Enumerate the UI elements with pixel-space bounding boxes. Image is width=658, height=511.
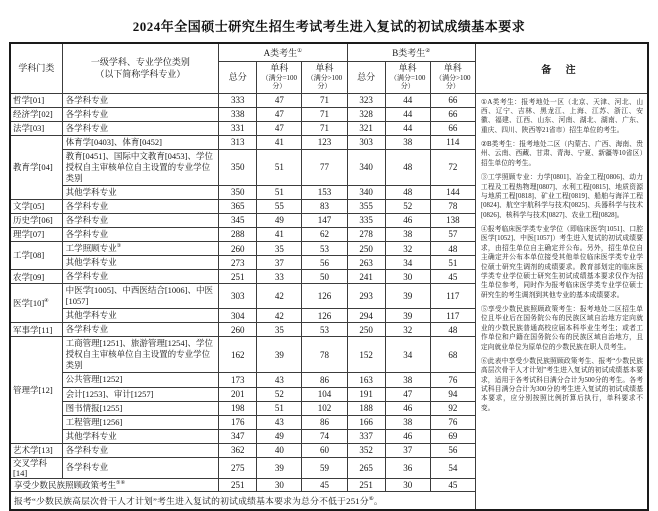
remark-paragraph: ⑥此表中享受少数民族照顾政策考生、报考“少数民族高层次骨干人才计划”考生进入复试的初试成绩基本要求，适用于各考试科目满分合计为500分的考生。各考试科目满分合计为300分的考生进入复试的初试成绩基本要求，应分别按照比例折算后执行，单科要求不变。	[480, 357, 643, 412]
score-table	[9, 42, 649, 511]
score-cell: 321	[347, 121, 385, 135]
score-cell: 46	[385, 213, 430, 227]
score-cell: 45	[430, 479, 475, 492]
score-cell: 56	[430, 443, 475, 457]
score-cell: 92	[430, 401, 475, 415]
score-cell: 333	[219, 93, 257, 107]
category-cell: 法学[03]	[10, 121, 62, 135]
remark-paragraph: ②B类考生：报考地处二区（内蒙古、广西、海南、贵州、云南、西藏、甘肃、青海、宁夏、新疆等10省区）招生单位的考生。	[480, 141, 643, 167]
score-cell: 94	[430, 387, 475, 401]
score-cell: 331	[219, 121, 257, 135]
score-cell: 71	[302, 121, 347, 135]
score-cell: 260	[219, 242, 257, 256]
single-gt100-paren: （满分>100分）	[435, 74, 471, 91]
header-discipline-line1: 一级学科、专业学位类别	[90, 56, 190, 67]
category-cell: 农学[09]	[10, 270, 62, 284]
score-cell: 117	[430, 309, 475, 323]
score-cell: 30	[385, 270, 430, 284]
single-label: 单科	[270, 63, 289, 74]
major-cell: 各学科专业	[62, 121, 218, 135]
score-cell: 78	[430, 199, 475, 213]
header-b-single-gt100	[430, 61, 475, 93]
score-cell: 265	[347, 457, 385, 478]
score-cell: 340	[347, 185, 385, 199]
category-cell: 管理学[12]	[10, 337, 62, 443]
score-cell: 251	[219, 270, 257, 284]
score-cell: 153	[302, 185, 347, 199]
score-cell: 138	[430, 213, 475, 227]
header-row-1	[10, 43, 648, 61]
score-cell: 59	[302, 457, 347, 478]
score-cell: 39	[385, 284, 430, 309]
score-cell: 273	[219, 256, 257, 270]
category-cell: 理学[07]	[10, 227, 62, 241]
score-cell: 71	[302, 107, 347, 121]
score-cell: 38	[385, 373, 430, 387]
score-cell: 117	[430, 284, 475, 309]
score-cell: 49	[257, 429, 302, 443]
score-cell: 191	[347, 387, 385, 401]
score-cell: 38	[385, 227, 430, 241]
remark-paragraph: ④报考临床医学类专业学位（即临床医学[1051]、口腔医学[1052]、中医[1057]）考生进入复试的初试成绩要求，由招生单位自主确定并公布。另外，招生单位自主确定并公布本单位接受其他单位临床医学类专业学位硕士研究生调剂的成绩要求。教育部划定的临床医学类专业学位硕士研究生初试成绩基本要求仅作为招生单位参考，同时作为报考临床医学类专业学位硕士研究生的考生调剂到其他专业的基本成绩要求。	[480, 226, 643, 299]
header-discipline-line2: （以下简称学科专业）	[95, 69, 186, 80]
single-gt100-paren: （满分>100分）	[306, 74, 343, 91]
score-cell: 201	[219, 387, 257, 401]
header-a-single-gt100	[302, 61, 347, 93]
note-ref: ⑤⑥	[116, 480, 126, 487]
score-cell: 74	[302, 429, 347, 443]
score-cell: 77	[302, 149, 347, 185]
category-cell: 艺术学[13]	[10, 443, 62, 457]
group-b-label: B类考生	[392, 47, 426, 58]
header-a-total: 总分	[219, 61, 257, 93]
score-cell: 38	[385, 415, 430, 429]
header-discipline	[62, 43, 218, 93]
score-cell: 53	[302, 242, 347, 256]
major-cell: 体育学[0403]、体育[0452]	[62, 135, 218, 149]
score-cell: 86	[302, 415, 347, 429]
table-body	[10, 93, 648, 510]
score-cell: 50	[302, 270, 347, 284]
category-cell: 文学[05]	[10, 199, 62, 213]
score-cell: 34	[385, 256, 430, 270]
remark-paragraph: ⑤享受少数民族照顾政策考生：报考地处二区招生单位且毕业后在国务院公布的民族区域自治地方定向就业的少数民族普通高校应届本科毕业生考生；或者工作单位和户籍在国务院公布的民族区域自治地方，且定向就业单位为原单位的少数民族在职人员考生。	[480, 306, 643, 351]
remark-paragraph: ①A类考生：报考地处一区（北京、天津、河北、山西、辽宁、吉林、黑龙江、上海、江苏、浙江、安徽、福建、江西、山东、河南、湖北、湖南、广东、重庆、四川、陕西等21省市）招生单位的考生。	[480, 98, 643, 134]
score-cell: 41	[257, 227, 302, 241]
score-cell: 39	[257, 457, 302, 478]
score-cell: 323	[347, 93, 385, 107]
score-cell: 53	[302, 323, 347, 337]
score-cell: 44	[385, 121, 430, 135]
single-label: 单科	[443, 63, 462, 74]
score-cell: 126	[302, 284, 347, 309]
score-cell: 347	[219, 429, 257, 443]
score-cell: 43	[257, 373, 302, 387]
score-cell: 86	[302, 373, 347, 387]
score-cell: 37	[385, 443, 430, 457]
score-cell: 41	[257, 135, 302, 149]
score-cell: 47	[257, 93, 302, 107]
score-cell: 46	[385, 429, 430, 443]
score-cell: 32	[385, 242, 430, 256]
single-label: 单科	[398, 63, 417, 74]
score-cell: 51	[257, 149, 302, 185]
score-cell: 44	[385, 93, 430, 107]
score-cell: 40	[257, 443, 302, 457]
score-cell: 51	[430, 256, 475, 270]
score-cell: 293	[347, 284, 385, 309]
score-cell: 76	[430, 415, 475, 429]
score-cell: 263	[347, 256, 385, 270]
score-cell: 48	[385, 149, 430, 185]
score-cell: 51	[257, 401, 302, 415]
score-cell: 251	[347, 479, 385, 492]
score-cell: 173	[219, 373, 257, 387]
score-cell: 188	[347, 401, 385, 415]
major-cell: 其他学科专业	[62, 256, 218, 270]
major-cell: 其他学科专业	[62, 185, 218, 199]
score-cell: 47	[385, 387, 430, 401]
score-cell: 56	[302, 256, 347, 270]
header-group-a	[219, 43, 347, 61]
score-cell: 303	[219, 284, 257, 309]
major-cell: 公共管理[1252]	[62, 373, 218, 387]
table-row	[10, 93, 648, 107]
score-cell: 147	[302, 213, 347, 227]
major-cell: 工学照顾专业③	[62, 242, 218, 256]
score-cell: 43	[257, 415, 302, 429]
score-cell: 45	[302, 479, 347, 492]
score-cell: 60	[302, 443, 347, 457]
score-cell: 47	[257, 107, 302, 121]
major-cell: 图书情报[1255]	[62, 401, 218, 415]
score-cell: 34	[385, 337, 430, 373]
score-cell: 49	[257, 213, 302, 227]
major-cell: 会计[1253]、审计[1257]	[62, 387, 218, 401]
score-cell: 35	[257, 323, 302, 337]
score-cell: 198	[219, 401, 257, 415]
note-ref: ③	[116, 243, 122, 250]
header-b-single-100	[385, 61, 430, 93]
category-cell: 经济学[02]	[10, 107, 62, 121]
score-cell: 152	[347, 337, 385, 373]
category-cell: 交叉学科[14]	[10, 457, 62, 478]
footer-note: 报考“少数民族高层次骨干人才计划”考生进入复试的初试成绩基本要求为总分不低于251分⑥。	[10, 492, 475, 511]
major-cell: 各学科专业	[62, 457, 218, 478]
single-100-paren: （满分=100分）	[389, 74, 426, 91]
score-cell: 35	[257, 242, 302, 256]
score-cell: 166	[347, 415, 385, 429]
note-ref: ④	[44, 298, 49, 305]
minority-policy-label: 享受少数民族照顾政策考生⑤⑥	[10, 479, 219, 492]
header-remarks: 备 注	[475, 43, 648, 93]
score-cell: 365	[219, 199, 257, 213]
score-cell: 33	[257, 270, 302, 284]
score-cell: 72	[430, 149, 475, 185]
score-cell: 352	[347, 443, 385, 457]
score-cell: 62	[302, 227, 347, 241]
score-cell: 83	[302, 199, 347, 213]
single-100-paren: （满分=100分）	[261, 74, 298, 91]
score-cell: 78	[302, 337, 347, 373]
category-cell: 历史学[06]	[10, 213, 62, 227]
score-cell: 39	[385, 309, 430, 323]
category-cell: 军事学[11]	[10, 323, 62, 337]
score-cell: 55	[257, 199, 302, 213]
score-cell: 36	[385, 457, 430, 478]
score-cell: 176	[219, 415, 257, 429]
score-cell: 48	[385, 185, 430, 199]
category-cell: 工学[08]	[10, 242, 62, 270]
score-cell: 69	[430, 429, 475, 443]
header-a-single-100	[257, 61, 302, 93]
score-cell: 278	[347, 227, 385, 241]
score-cell: 44	[385, 107, 430, 121]
score-cell: 260	[219, 323, 257, 337]
single-label: 单科	[315, 63, 334, 74]
score-cell: 39	[257, 337, 302, 373]
score-cell: 30	[257, 479, 302, 492]
score-cell: 313	[219, 135, 257, 149]
score-cell: 48	[430, 323, 475, 337]
major-cell: 其他学科专业	[62, 429, 218, 443]
category-cell: 医学[10]④	[10, 284, 62, 323]
page-title: 2024年全国硕士研究生招生考试考生进入复试的初试成绩基本要求	[132, 19, 526, 34]
score-cell: 66	[430, 107, 475, 121]
score-cell: 350	[219, 149, 257, 185]
note-ref: ⑥	[368, 496, 374, 503]
score-cell: 48	[430, 242, 475, 256]
score-cell: 355	[347, 199, 385, 213]
score-cell: 162	[219, 337, 257, 373]
category-cell: 哲学[01]	[10, 93, 62, 107]
score-cell: 57	[430, 227, 475, 241]
score-cell: 66	[430, 93, 475, 107]
score-cell: 335	[347, 213, 385, 227]
score-cell: 102	[302, 401, 347, 415]
major-cell: 各学科专业	[62, 443, 218, 457]
major-cell: 中医学[1005]、中西医结合[1006]、中医[1057]	[62, 284, 218, 309]
group-a-label: A类考生	[263, 47, 298, 58]
score-cell: 250	[347, 242, 385, 256]
score-cell: 66	[430, 121, 475, 135]
score-cell: 144	[430, 185, 475, 199]
major-cell: 各学科专业	[62, 93, 218, 107]
score-cell: 126	[302, 309, 347, 323]
table-header	[10, 43, 648, 93]
score-cell: 350	[219, 185, 257, 199]
score-cell: 123	[302, 135, 347, 149]
header-b-total: 总分	[347, 61, 385, 93]
score-cell: 51	[257, 185, 302, 199]
score-cell: 163	[347, 373, 385, 387]
score-cell: 303	[347, 135, 385, 149]
score-cell: 45	[430, 270, 475, 284]
major-cell: 各学科专业	[62, 227, 218, 241]
header-group-b	[347, 43, 475, 61]
score-cell: 42	[257, 309, 302, 323]
major-cell: 教育[0451]、国际中文教育[0453]、学位授权自主审核单位自主设置的专业学位类别	[62, 149, 218, 185]
score-cell: 54	[430, 457, 475, 478]
score-cell: 362	[219, 443, 257, 457]
group-a-note-ref: ①	[297, 47, 302, 54]
major-cell: 各学科专业	[62, 270, 218, 284]
score-cell: 68	[430, 337, 475, 373]
score-cell: 47	[257, 121, 302, 135]
score-cell: 338	[219, 107, 257, 121]
remark-paragraph: ③工学照顾专业：力学[0801]、冶金工程[0806]、动力工程及工程热物理[0807]、水利工程[0815]、地质资源与地质工程[0818]、矿业工程[0819]、船舶与海洋工程[0824]、航空宇航科学与技术[0825]、兵器科学与技术[0826]、核科学与技术[0827]、农业工程[0828]。	[480, 174, 643, 219]
score-cell: 71	[302, 93, 347, 107]
group-b-note-ref: ②	[425, 47, 431, 54]
header-category: 学科门类	[10, 43, 62, 93]
score-cell: 32	[385, 323, 430, 337]
score-cell: 37	[257, 256, 302, 270]
major-cell: 各学科专业	[62, 323, 218, 337]
score-cell: 345	[219, 213, 257, 227]
score-cell: 30	[385, 479, 430, 492]
score-cell: 288	[219, 227, 257, 241]
category-cell: 教育学[04]	[10, 135, 62, 199]
score-cell: 241	[347, 270, 385, 284]
score-cell: 294	[347, 309, 385, 323]
score-cell: 328	[347, 107, 385, 121]
score-cell: 52	[385, 199, 430, 213]
score-cell: 251	[219, 479, 257, 492]
major-cell: 各学科专业	[62, 213, 218, 227]
score-cell: 46	[385, 401, 430, 415]
score-cell: 275	[219, 457, 257, 478]
score-cell: 337	[347, 429, 385, 443]
major-cell: 工程管理[1256]	[62, 415, 218, 429]
score-cell: 52	[257, 387, 302, 401]
remarks-cell	[475, 93, 648, 510]
major-cell: 各学科专业	[62, 199, 218, 213]
major-cell: 工商管理[1251]、旅游管理[1254]、学位授权自主审核单位自主设置的专业学位类别	[62, 337, 218, 373]
major-cell: 其他学科专业	[62, 309, 218, 323]
score-cell: 104	[302, 387, 347, 401]
major-cell: 各学科专业	[62, 107, 218, 121]
score-cell: 114	[430, 135, 475, 149]
score-cell: 38	[385, 135, 430, 149]
score-cell: 76	[430, 373, 475, 387]
score-cell: 250	[347, 323, 385, 337]
score-cell: 340	[347, 149, 385, 185]
score-cell: 42	[257, 284, 302, 309]
score-cell: 304	[219, 309, 257, 323]
